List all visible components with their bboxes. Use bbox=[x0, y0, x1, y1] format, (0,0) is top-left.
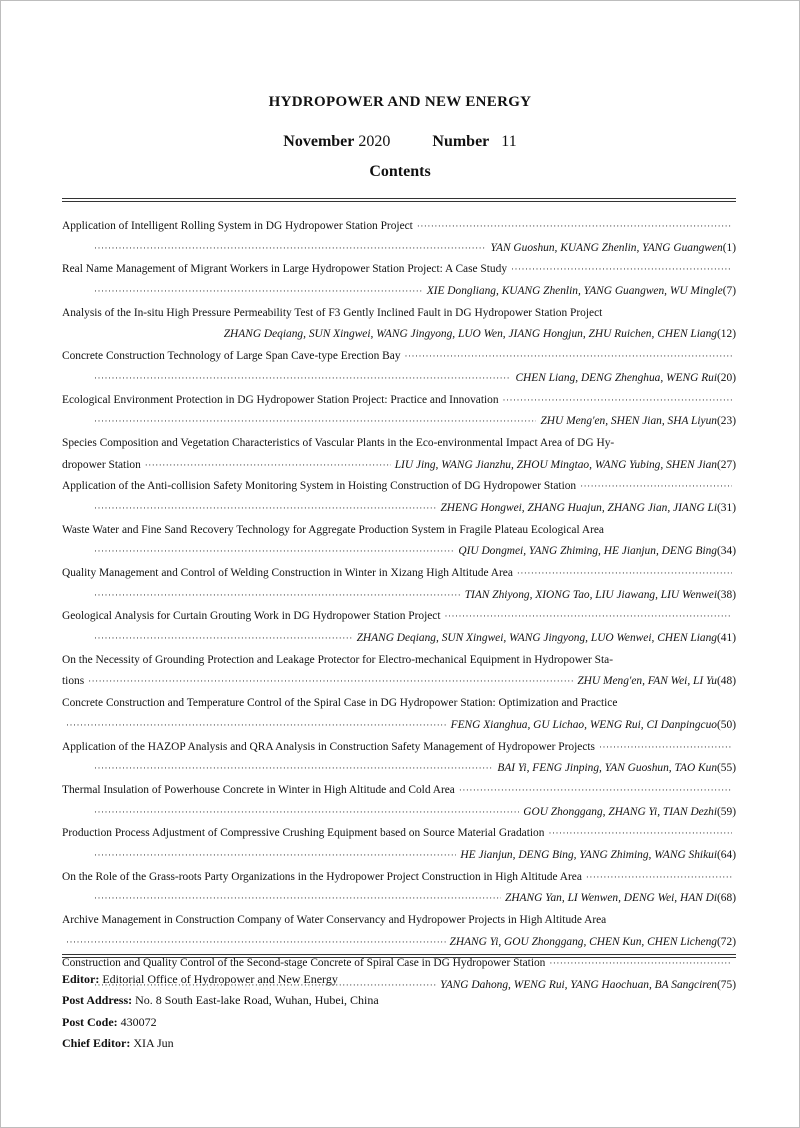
article-authors: ZHANG Deqiang, SUN Xingwei, WANG Jingyong, LUO Wenwei, CHEN Liang bbox=[356, 632, 718, 645]
toc-entry bbox=[62, 867, 736, 910]
article-authors: ZHENG Hongwei, ZHANG Huajun, ZHANG Jian, JIANG Li bbox=[440, 501, 718, 514]
toc-entry bbox=[62, 910, 736, 953]
article-title: Concrete Construction Technology of Large Span Cave-type Erection Bay bbox=[62, 350, 401, 363]
article-page-number: (31) bbox=[717, 501, 736, 514]
article-title: Concrete Construction and Temperature Control of the Spiral Case in DG Hydropower Station: Optimization and Practice bbox=[62, 697, 618, 710]
toc-title-line bbox=[62, 563, 736, 585]
toc-title-line bbox=[62, 476, 736, 498]
article-page-number: (75) bbox=[717, 979, 736, 992]
article-page-number: (48) bbox=[717, 675, 736, 688]
article-authors: CHEN Liang, DENG Zhenghua, WENG Rui bbox=[515, 371, 718, 384]
article-authors: HE Jianjun, DENG Bing, YANG Zhiming, WANG Shikui bbox=[460, 848, 718, 861]
contents-title: Contents bbox=[369, 163, 431, 180]
toc-byline bbox=[62, 281, 736, 303]
issue-month: November bbox=[283, 133, 355, 150]
dot-leader bbox=[580, 476, 732, 498]
toc-entry bbox=[62, 520, 736, 563]
article-page-number: (20) bbox=[717, 371, 736, 384]
toc-entry bbox=[62, 693, 736, 736]
toc-title-line bbox=[62, 693, 736, 715]
toc-entry bbox=[62, 216, 736, 259]
dot-leader bbox=[66, 715, 447, 737]
dot-leader bbox=[445, 606, 732, 628]
toc-byline bbox=[62, 888, 736, 910]
article-page-number: (27) bbox=[717, 458, 736, 471]
table-of-contents bbox=[62, 216, 736, 997]
editor-label: Editor: bbox=[62, 972, 100, 986]
editor-row bbox=[62, 969, 736, 990]
dot-leader bbox=[417, 216, 732, 238]
issue-number-label: Number bbox=[432, 133, 490, 150]
article-page-number: (41) bbox=[717, 632, 736, 645]
toc-entry bbox=[62, 476, 736, 519]
top-rule-inner bbox=[62, 201, 736, 202]
toc-byline bbox=[62, 455, 736, 477]
toc-byline bbox=[62, 368, 736, 390]
toc-title-line bbox=[62, 259, 736, 281]
article-page-number: (12) bbox=[717, 328, 736, 341]
toc-byline bbox=[62, 585, 736, 607]
toc-title-line bbox=[62, 650, 736, 672]
dot-leader bbox=[517, 563, 732, 585]
toc-entry bbox=[62, 259, 736, 302]
article-page-number: (59) bbox=[717, 805, 736, 818]
dot-leader bbox=[548, 823, 732, 845]
toc-entry bbox=[62, 346, 736, 389]
dot-leader bbox=[88, 671, 573, 693]
article-authors: XIE Dongliang, KUANG Zhenlin, YANG Guangwen, WU Mingle bbox=[426, 285, 723, 298]
toc-byline bbox=[62, 238, 736, 260]
bottom-rule-inner bbox=[62, 957, 736, 958]
toc-entry bbox=[62, 563, 736, 606]
dot-leader bbox=[459, 780, 732, 802]
article-title: Archive Management in Construction Company of Water Conservancy and Hydropower Projects in High Altitude Area bbox=[62, 914, 607, 926]
article-authors: YAN Guoshun, KUANG Zhenlin, YANG Guangwen bbox=[490, 241, 723, 254]
dot-leader bbox=[405, 346, 732, 368]
article-title: tions bbox=[62, 675, 85, 688]
article-title: Production Process Adjustment of Compressive Crushing Equipment based on Source Material Gradation bbox=[62, 827, 545, 840]
toc-byline bbox=[62, 324, 736, 346]
dot-leader bbox=[511, 259, 732, 281]
article-page-number: (7) bbox=[722, 285, 736, 298]
toc-entry bbox=[62, 650, 736, 693]
issue-number: 11 bbox=[501, 133, 517, 150]
article-authors: ZHU Meng'en, SHEN Jian, SHA Liyun bbox=[540, 415, 718, 428]
toc-title-line bbox=[62, 606, 736, 628]
postcode-row bbox=[62, 1012, 736, 1033]
article-page-number: (23) bbox=[717, 415, 736, 428]
toc-byline bbox=[62, 758, 736, 780]
article-title: dropower Station bbox=[62, 458, 141, 471]
article-authors: ZHANG Yan, LI Wenwen, DENG Wei, HAN Di bbox=[505, 892, 718, 905]
toc-byline bbox=[62, 715, 736, 737]
dot-leader bbox=[94, 541, 454, 563]
article-authors: YANG Dahong, WENG Rui, YANG Haochuan, BA Sangciren bbox=[440, 979, 718, 992]
article-title: Thermal Insulation of Powerhouse Concrete in Winter in High Altitude and Cold Area bbox=[62, 783, 455, 796]
article-title: Construction and Quality Control of the Second-stage Concrete of Spiral Case in DG Hydropower Station bbox=[62, 957, 546, 970]
dot-leader bbox=[599, 737, 732, 759]
dot-leader bbox=[94, 628, 353, 650]
bottom-rule bbox=[62, 954, 736, 955]
dot-leader bbox=[94, 585, 461, 607]
toc-byline bbox=[62, 628, 736, 650]
journal-title: HYDROPOWER AND NEW ENERGY bbox=[268, 94, 532, 110]
toc-title-line bbox=[62, 910, 736, 932]
article-title: Analysis of the In-situ High Pressure Permeability Test of F3 Gently Inclined Fault in DG Hydropower Station Project bbox=[62, 306, 603, 319]
toc-entry bbox=[62, 737, 736, 780]
dot-leader bbox=[94, 368, 511, 390]
toc-title-line bbox=[62, 823, 736, 845]
toc-byline bbox=[62, 932, 736, 954]
article-title: Application of the HAZOP Analysis and QRA Analysis in Construction Safety Management of Hydropower Projects bbox=[62, 740, 595, 753]
article-title: Application of the Anti-collision Safety Monitoring System in Hoisting Construction of DG Hydropower Station bbox=[62, 480, 577, 493]
toc-byline bbox=[62, 411, 736, 433]
article-page-number: (64) bbox=[717, 848, 736, 861]
issue-line bbox=[0, 133, 800, 151]
article-page-number: (55) bbox=[717, 762, 736, 775]
article-title: Ecological Environment Protection in DG Hydropower Station Project: Practice and Innovation bbox=[62, 393, 499, 406]
toc-title-line bbox=[62, 780, 736, 802]
article-page-number: (68) bbox=[717, 892, 736, 905]
article-title: On the Necessity of Grounding Protection and Leakage Protector for Electro-mechanical Equipment in Hydropower Sta- bbox=[62, 653, 614, 666]
toc-title-line bbox=[62, 867, 736, 889]
article-authors: ZHANG Yi, GOU Zhonggang, CHEN Kun, CHEN Licheng bbox=[449, 935, 718, 948]
toc-title-line bbox=[62, 520, 736, 542]
chief-editor-row bbox=[62, 1033, 736, 1054]
toc-byline bbox=[62, 498, 736, 520]
dot-leader bbox=[66, 932, 446, 954]
toc-entry bbox=[62, 303, 736, 346]
article-title: Real Name Management of Migrant Workers in Large Hydropower Station Project: A Case Study bbox=[62, 263, 508, 276]
toc-title-line bbox=[62, 216, 736, 238]
address-value: No. 8 South East-lake Road, Wuhan, Hubei, China bbox=[135, 993, 379, 1008]
article-authors: ZHU Meng'en, FAN Wei, LI Yu bbox=[577, 675, 718, 688]
toc-title-line bbox=[62, 737, 736, 759]
article-authors: ZHANG Deqiang, SUN Xingwei, WANG Jingyong, LUO Wen, JIANG Hongjun, ZHU Ruichen, CHEN Liang bbox=[223, 328, 718, 341]
toc-entry bbox=[62, 433, 736, 476]
top-rule bbox=[62, 198, 736, 199]
article-title: Waste Water and Fine Sand Recovery Technology for Aggregate Production System in Fragile Plateau Ecological Area bbox=[62, 523, 604, 536]
article-authors: FENG Xianghua, GU Lichao, WENG Rui, CI Danpingcuo bbox=[450, 718, 718, 731]
article-title: Quality Management and Control of Welding Construction in Winter in Xizang High Altitude Area bbox=[62, 567, 513, 579]
dot-leader bbox=[586, 867, 732, 889]
article-page-number: (34) bbox=[717, 545, 736, 558]
article-page-number: (38) bbox=[717, 588, 736, 601]
article-authors: GOU Zhonggang, ZHANG Yi, TIAN Dezhi bbox=[523, 805, 718, 818]
article-page-number: (72) bbox=[717, 935, 736, 948]
address-label: Post Address: bbox=[62, 993, 133, 1008]
dot-leader bbox=[94, 281, 423, 303]
dot-leader bbox=[94, 238, 486, 260]
article-title: On the Role of the Grass-roots Party Organizations in the Hydropower Project Construction in High Altitude Area bbox=[62, 870, 582, 883]
masthead bbox=[62, 969, 736, 1054]
toc-title-line bbox=[62, 303, 736, 325]
article-authors: LIU Jing, WANG Jianzhu, ZHOU Mingtao, WANG Yubing, SHEN Jian bbox=[394, 458, 718, 471]
dot-leader bbox=[94, 802, 519, 824]
toc-entry bbox=[62, 780, 736, 823]
toc-entry bbox=[62, 823, 736, 866]
article-authors: BAI Yi, FENG Jinping, YAN Guoshun, TAO Kun bbox=[497, 762, 718, 775]
dot-leader bbox=[503, 390, 732, 412]
article-authors: QIU Dongmei, YANG Zhiming, HE Jianjun, DENG Bing bbox=[458, 545, 718, 558]
chief-editor-label: Chief Editor: bbox=[62, 1035, 131, 1050]
toc-byline bbox=[62, 541, 736, 563]
dot-leader bbox=[94, 498, 436, 520]
postcode-value: 430072 bbox=[120, 1014, 157, 1029]
editor-value: Editorial Office of Hydropower and New Energy bbox=[102, 972, 338, 986]
dot-leader bbox=[94, 845, 456, 867]
toc-title-line bbox=[62, 346, 736, 368]
toc-entry bbox=[62, 606, 736, 649]
dot-leader bbox=[94, 888, 501, 910]
dot-leader bbox=[94, 758, 493, 780]
chief-editor-value: XIA Jun bbox=[133, 1035, 174, 1050]
article-title: Species Composition and Vegetation Characteristics of Vascular Plants in the Eco-environmental Impact Area of DG Hy- bbox=[62, 436, 615, 449]
toc-byline bbox=[62, 802, 736, 824]
toc-byline bbox=[62, 671, 736, 693]
dot-leader bbox=[94, 411, 536, 433]
toc-byline bbox=[62, 845, 736, 867]
article-title: Geological Analysis for Curtain Grouting Work in DG Hydropower Station Project bbox=[62, 610, 441, 623]
issue-year: 2020 bbox=[358, 133, 391, 150]
address-row bbox=[62, 990, 736, 1011]
toc-title-line bbox=[62, 390, 736, 412]
postcode-label: Post Code: bbox=[62, 1014, 118, 1029]
article-page-number: (1) bbox=[722, 241, 736, 254]
toc-entry bbox=[62, 390, 736, 433]
article-authors: TIAN Zhiyong, XIONG Tao, LIU Jiawang, LIU Wenwei bbox=[464, 588, 718, 601]
dot-leader bbox=[145, 455, 391, 477]
article-title: Application of Intelligent Rolling System in DG Hydropower Station Project bbox=[62, 220, 413, 232]
toc-title-line bbox=[62, 433, 736, 455]
article-page-number: (50) bbox=[717, 718, 736, 731]
